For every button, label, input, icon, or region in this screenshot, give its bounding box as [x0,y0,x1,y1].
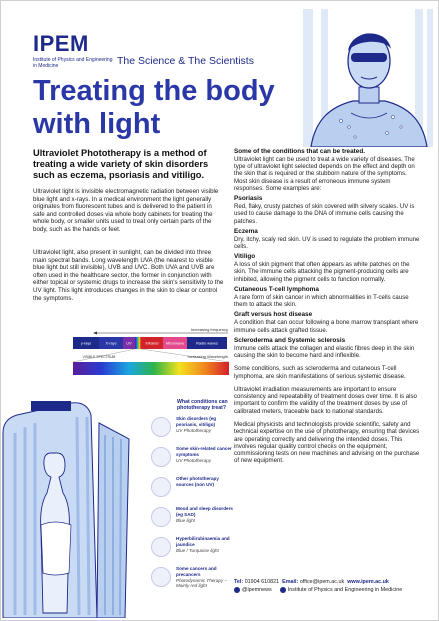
condition-label: Some skin-related cancer symptoms [176,446,232,457]
list-item [151,565,231,592]
condition-label: Skin disorders (eg psoriasis, vitiligo) [176,416,217,427]
hero-patient-illustration [301,9,436,147]
band-label-gamma: γ-rays [80,341,92,346]
mood-sleep-icon [151,507,171,527]
heading-scleroderma: Scleroderma and Systemic sclerosis [234,336,346,344]
condition-treatment: UV Phototherapy [176,427,211,433]
band-label-microwave: Microwave [165,341,185,346]
list-item [151,535,231,562]
tagline: The Science & The Scientists [117,55,254,67]
email-label: Email: [282,579,299,585]
goggles-icon [351,53,387,62]
condition-treatment: Blue light [176,517,195,523]
band-visible [135,337,141,349]
heading-conditions: Some of the conditions that can be treated. [234,148,366,155]
band-label-uv: UV [126,341,132,346]
condition-label: Other phototherapy sources (non UV) [176,476,219,487]
paragraph-psoriasis: Red, flaky, crusty patches of skin covered with silvery scales. UV is used to cause damage to the DNA of immune cells causing the patches. [234,203,415,225]
tel-label: Tel: [234,579,244,585]
list-item [151,505,231,532]
condition-treatment: Blue / Turquoise light [176,547,219,553]
paragraph-physicists [234,421,420,465]
paragraph-measurements: Ultraviolet irradiation measurements are important to ensure consistency and repeatability of treatment doses over time. It is also important to confirm the validity of the treatment doses by use of calibrated meters, traceable back to national standards. [234,385,417,415]
right-column [234,148,420,465]
band-label-xray: X-rays [105,341,117,346]
heading-vitiligo: Vitiligo [234,253,256,261]
tel-number: 01904 610821 [244,579,280,585]
linkedin-icon [280,587,286,593]
heading-ctcl: Cutaneous T-cell lymphoma [234,286,319,294]
em-spectrum-diagram [33,324,229,394]
increasing-frequency-label: Increasing frequency [190,327,228,332]
paragraph-eczema: Dry, itchy, scaly red skin. UV is used to regulate the problem immune cells. [234,235,420,251]
phototherapy-cabinet-illustration [1,393,151,618]
list-item [151,445,231,472]
heading-psoriasis: Psoriasis [234,195,263,203]
band-label-infrared: Infrared [145,341,159,346]
email-link[interactable]: office@ipem.ac.uk [299,579,345,585]
list-item [151,475,231,502]
twitter-icon [234,587,240,593]
paragraph-vitiligo: A loss of skin pigment that often appears as white patches on the skin. The immune cells attacking the pigment-producing cells are inhibited, allowing the pigment cells to function normally. [234,261,410,283]
band-label-radio: Radio waves [196,341,218,346]
condition-treatment: Photodynamic Therapy – Mainly red light [176,577,228,589]
paragraph-spectral-bands: Ultraviolet light, also present in sunlight, can be divided into three main spectral bands. Long wavelength UVA (the nearest to visible blue light but still invisible), UVB and UVC. Both UVA and UVB are often used in the healthcare sector, the former in conjunction with either topical or systemic drugs to increase the skin's sensitivity to the UV light. This light introduces changes in the skin to clear or control the symptoms. [33,249,224,302]
heading-eczema: Eczema [234,227,258,235]
ipem-logo [33,31,113,69]
condition-label: Hyperbilirubinaemia and jaundice [176,536,230,547]
infant-icon [151,537,171,557]
physicists-text: Medical physicists and technologists provide scientific, safety and technical expertise on the use of phototherapy, ensuring that devices are operating correctly and delivering the intended doses. This involves regular quality control checks on the equipment, commissioning tests on new machines and advising on the purchase of new equipment. [234,421,420,465]
condition-label: Mood and sleep disorders (eg SAD) [176,506,233,517]
page-title: Treating the body with light [33,75,275,140]
light-source-icon [151,477,171,497]
paragraph-scleroderma: Immune cells attack the collagen and elastic fibres deep in the skin causing the skin to become hard and inflexible. [234,344,415,359]
heading-gvhd: Graft versus host disease [234,311,313,319]
paragraph-systemic: Some conditions, such as scleroderma and cutaneous T-cell lymphoma, are skin manifestations of serious systemic disease. [234,365,406,380]
cancer-cell-icon [151,567,171,587]
skin-cancer-icon [151,447,171,467]
twitter-handle[interactable]: @ipemnews [242,587,272,593]
contact-footer [234,578,434,594]
lead-paragraph: Ultraviolet Phototherapy is a method of treating a wide variety of skin disorders such as eczema, psoriasis and vitiligo. [33,148,209,180]
condition-treatment: UV Phototherapy [176,457,211,463]
paragraph-ctcl: A rare form of skin cancer in which abnormalities in T-cells cause them to attack the skin. [234,293,409,309]
condition-label: Some cancers and precancers [176,566,217,577]
web-link[interactable]: www.ipem.ac.uk [347,579,389,585]
list-item [151,415,231,442]
logo-wordmark: IPEM [33,31,89,56]
logo-subtitle: Institute of Physics and Engineering in Medicine [33,57,113,69]
paragraph-conditions: Ultraviolet light can be used to treat a wide variety of diseases. The type of ultraviolet light selected depends on the effect and depth on the skin that is required or the stubborn nature of the symptoms. Most skin disease is a result of erroneous immune system responses. Some examples are: [234,155,415,192]
linkedin-link[interactable]: Institute of Physics and Engineering in Medicine [287,587,403,593]
conditions-title: What conditions can phototherapy treat? [177,399,228,412]
paragraph-uv-intro: Ultraviolet light is invisible electromagnetic radiation between visible blue light and x-rays. In a medical environment the light generally originates from fluorescent tubes and is delivered to the patient in safe and controlled doses via whole body cabinets for treating the whole body, or smaller units used to treat only certain parts of the body, such as the hands or feet. [33,188,219,233]
visible-spectrum-band [73,362,229,375]
paragraph-gvhd: A condition that can occur following a bone marrow transplant where immune cells attack grafted tissue. [234,319,419,334]
increasing-wavelength-label: Increasing Wavelength [187,354,228,359]
skin-disorder-icon [151,417,171,437]
conditions-list [151,399,231,595]
visible-spectrum-label: VISIBLE SPECTRUM [82,355,116,359]
